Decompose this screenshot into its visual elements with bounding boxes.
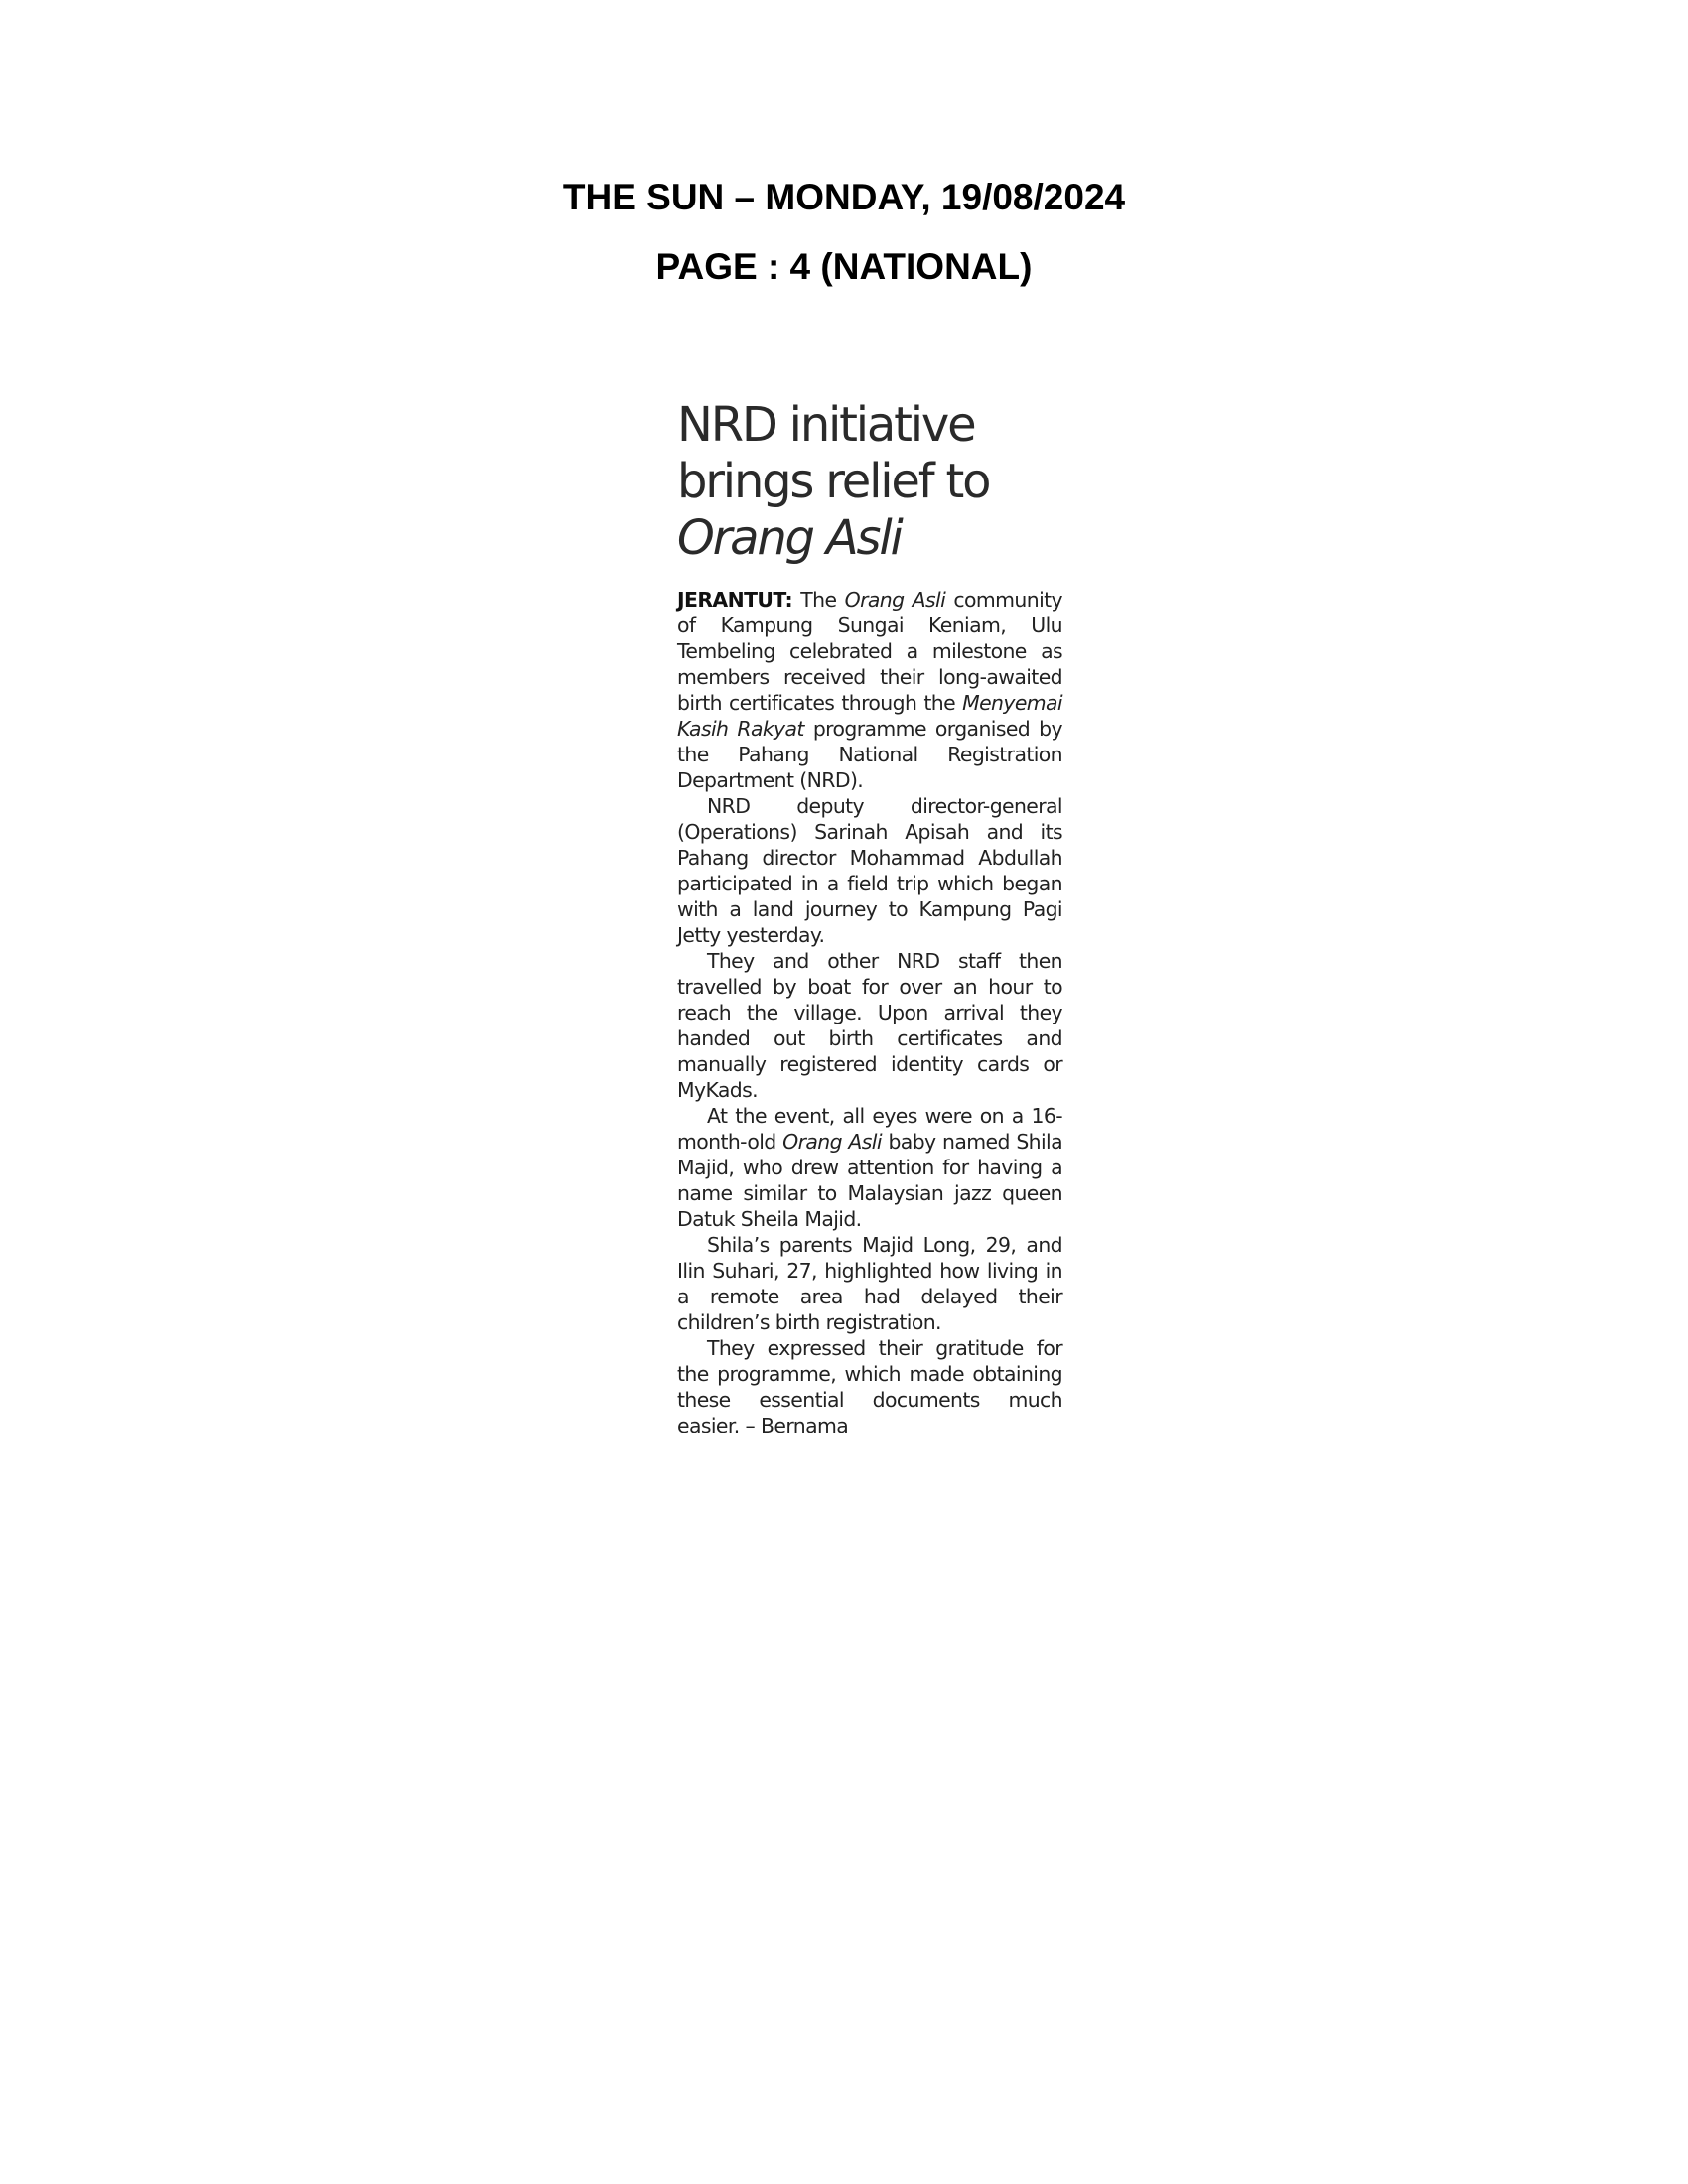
italic-term: Orang Asli xyxy=(782,1130,882,1154)
article-body xyxy=(677,587,1062,1438)
article-paragraph xyxy=(677,587,1062,793)
programme-name: Menyemai Kasih Rakyat xyxy=(677,691,1062,741)
page-section-header: PAGE : 4 (NATIONAL) xyxy=(655,246,1033,287)
article-paragraph: NRD deputy director-general (Operations) Sarinah Apisah and its Pahang director Mohammad Abdullah participated in a field trip which began with a land journey to Kampung Pagi Jetty yesterday. xyxy=(677,794,1062,947)
article-paragraph: They and other NRD staff then travelled by boat for over an hour to reach the village. Upon arrival they handed out birth certificates and manually registered identity cards or MyKads. xyxy=(677,949,1062,1102)
publication-date-header: THE SUN – MONDAY, 19/08/2024 xyxy=(562,177,1126,217)
article-paragraph xyxy=(677,1103,1062,1232)
text-run: The xyxy=(792,588,845,612)
text-run: community of Kampung Sungai Keniam, Ulu Tembeling celebrated a milestone as members received their long-awaited birth certificates through the xyxy=(677,588,1062,715)
article-clipping xyxy=(677,397,1062,1438)
text-run: At the event, all eyes were on a 16-month-old xyxy=(677,1104,1062,1154)
text-run: baby named Shila Majid, who drew attention for having a name similar to Malaysian jazz queen Datuk Sheila Majid. xyxy=(677,1130,1063,1231)
article-paragraph: They expressed their gratitude for the programme, which made obtaining these essential documents much easier. – Bernama xyxy=(677,1336,1062,1437)
italic-term: Orang Asli xyxy=(844,588,946,612)
text-run: programme organised by the Pahang National Registration Department (NRD). xyxy=(677,717,1062,792)
headline-line: brings relief to xyxy=(677,454,990,509)
article-paragraph: Shila’s parents Majid Long, 29, and Ilin Suhari, 27, highlighted how living in a remote area had delayed their children’s birth registration. xyxy=(677,1233,1062,1334)
headline-line: NRD initiative xyxy=(677,397,975,453)
article-headline xyxy=(677,397,1062,567)
headline-line-italic: Orang Asli xyxy=(677,510,902,566)
dateline: JERANTUT: xyxy=(677,588,793,612)
